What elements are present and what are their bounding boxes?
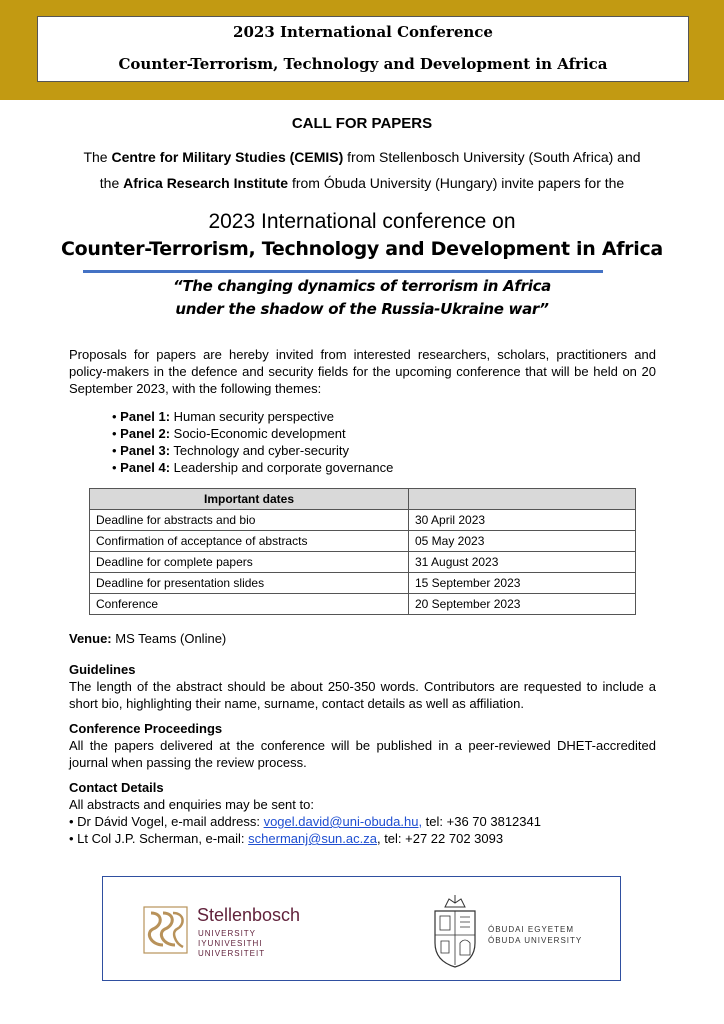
table-header-cell: Important dates <box>90 489 409 510</box>
table-cell-event: Conference <box>90 594 409 615</box>
panel-text: Socio-Economic development <box>170 426 346 441</box>
important-dates-table <box>89 488 636 615</box>
table-row <box>90 510 636 531</box>
intro-text <box>0 144 724 196</box>
proposal-paragraph: Proposals for papers are hereby invited from interested researchers, scholars, practitioners and policy-makers in the defence and security fields for the upcoming conference that will be held on 20 September 2023, with the following themes: <box>69 347 656 396</box>
header-banner <box>0 0 724 100</box>
table-row <box>90 594 636 615</box>
stellenbosch-subtitle-line: UNIVERSITEIT <box>198 949 266 958</box>
stellenbosch-subtitle-line: IYUNIVESITHI <box>198 939 263 948</box>
contact-text: tel: +36 70 3812341 <box>422 814 541 829</box>
email-link-scherman[interactable]: schermanj@sun.ac.za <box>248 831 377 846</box>
banner-title-line1: 2023 International Conference <box>233 23 493 41</box>
panel-label: Panel 4: <box>120 460 171 475</box>
org-africa-research-institute: Africa Research Institute <box>123 175 289 191</box>
contact-intro: All abstracts and enquiries may be sent to: <box>69 797 314 812</box>
quote-line2: under the shadow of the Russia-Ukraine war” <box>175 300 549 318</box>
university-logos-box <box>102 876 621 981</box>
contact-text: • Lt Col J.P. Scherman, e-mail: <box>69 831 249 846</box>
proceedings-title: Conference Proceedings <box>69 721 223 736</box>
contact-text: , tel: +27 22 702 3093 <box>376 831 504 846</box>
panel-text: Human security perspective <box>170 409 335 424</box>
proceedings-section <box>69 720 656 771</box>
obuda-crest-icon <box>431 895 479 969</box>
venue-line <box>69 630 656 647</box>
table-cell-event: Confirmation of acceptance of abstracts <box>90 531 409 552</box>
obuda-name-line: ÓBUDA UNIVERSITY <box>488 936 583 945</box>
intro-text-part: the <box>99 175 124 191</box>
panel-list <box>112 408 393 476</box>
table-cell-date: 05 May 2023 <box>409 531 636 552</box>
guidelines-title: Guidelines <box>69 662 136 677</box>
panel-item: • Panel 2: Socio-Economic development <box>112 426 346 441</box>
panel-text: Technology and cyber-security <box>170 443 349 458</box>
table-cell-date: 30 April 2023 <box>409 510 636 531</box>
table-cell-date: 15 September 2023 <box>409 573 636 594</box>
conference-title: 2023 International conference on <box>208 210 516 233</box>
panel-label: Panel 2: <box>120 426 171 441</box>
table-cell-event: Deadline for complete papers <box>90 552 409 573</box>
panel-item: • Panel 3: Technology and cyber-security <box>112 443 349 458</box>
contact-text: • Dr Dávid Vogel, e-mail address: <box>69 814 264 829</box>
guidelines-section <box>69 661 656 712</box>
banner-title-line2: Counter-Terrorism, Technology and Development in Africa <box>118 55 608 73</box>
proceedings-text: All the papers delivered at the conference will be published in a peer-reviewed DHET-accredited journal when passing the review process. <box>69 738 656 770</box>
stellenbosch-name: Stellenbosch <box>197 905 301 925</box>
table-header-cell <box>409 489 636 510</box>
stellenbosch-subtitle <box>198 929 265 959</box>
stellenbosch-subtitle-line: UNIVERSITY <box>198 929 257 938</box>
table-row <box>90 573 636 594</box>
contact-item <box>69 830 656 847</box>
intro-text-part: from Stellenbosch University (South Africa) and <box>343 149 641 165</box>
obuda-name-line: ÓBUDAI EGYETEM <box>488 925 575 934</box>
table-cell-event: Deadline for abstracts and bio <box>90 510 409 531</box>
obuda-name <box>488 924 582 946</box>
table-row <box>90 531 636 552</box>
table-cell-event: Deadline for presentation slides <box>90 573 409 594</box>
stellenbosch-emblem-icon <box>143 905 188 957</box>
conference-theme-quote <box>0 275 724 321</box>
table-row <box>90 552 636 573</box>
panel-label: Panel 1: <box>120 409 171 424</box>
conference-subtitle: Counter-Terrorism, Technology and Development in Africa <box>61 238 663 260</box>
contact-item <box>69 813 656 830</box>
venue-value: MS Teams (Online) <box>111 631 227 646</box>
contact-title: Contact Details <box>69 780 164 795</box>
contact-section <box>69 779 656 847</box>
email-link-vogel[interactable]: vogel.david@uni-obuda.hu, <box>263 814 423 829</box>
quote-line1: “The changing dynamics of terrorism in Africa <box>172 277 552 295</box>
panel-label: Panel 3: <box>120 443 171 458</box>
intro-text-part: The <box>83 149 112 165</box>
banner-title-box <box>37 16 689 82</box>
panel-item: • Panel 1: Human security perspective <box>112 409 335 424</box>
panel-text: Leadership and corporate governance <box>170 460 394 475</box>
call-for-papers-heading: CALL FOR PAPERS <box>291 115 433 132</box>
intro-text-part: from Óbuda University (Hungary) invite papers for the <box>288 175 625 191</box>
table-header-row <box>90 489 636 510</box>
venue-label: Venue: <box>69 631 112 646</box>
org-cemis: Centre for Military Studies (CEMIS) <box>111 149 344 165</box>
guidelines-text: The length of the abstract should be about 250-350 words. Contributors are requested to include a short bio, highlighting their name, surname, contact details as well as affiliation. <box>69 679 656 711</box>
table-cell-date: 20 September 2023 <box>409 594 636 615</box>
panel-item: • Panel 4: Leadership and corporate governance <box>112 460 394 475</box>
table-cell-date: 31 August 2023 <box>409 552 636 573</box>
title-divider <box>83 270 603 273</box>
